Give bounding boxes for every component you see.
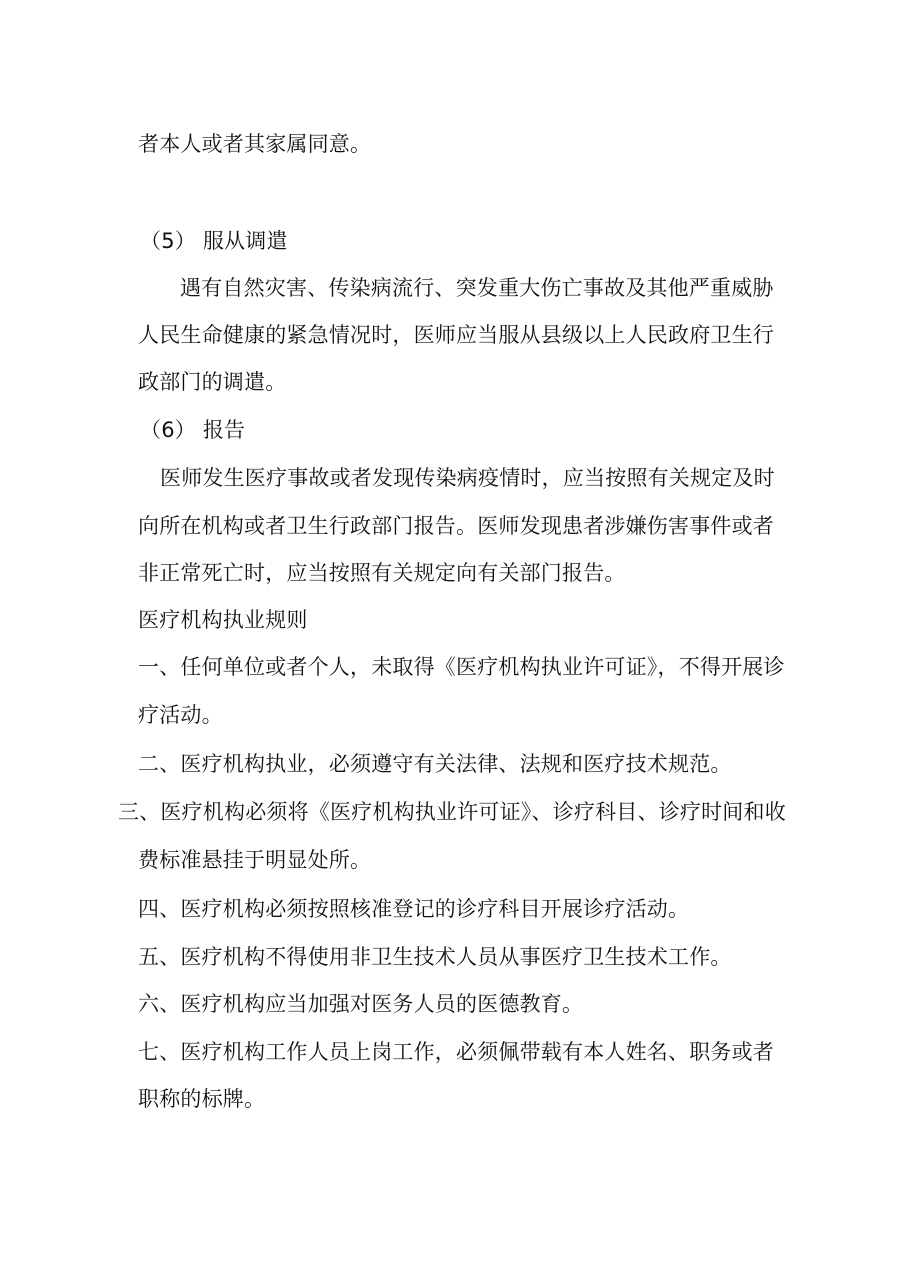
text-line-5: 政部门的调遣。	[138, 370, 287, 394]
subsection-heading-6: （6） 报告	[140, 418, 246, 442]
text-line-7: 医师发生医疗事故或者发现传染病疫情时，应当按照有关规定及时	[160, 466, 775, 490]
rule-item-2: 二、医疗机构执业，必须遵守有关法律、法规和医疗技术规范。	[138, 752, 732, 776]
rule-item-6: 六、医疗机构应当加强对医务人员的医德教育。	[138, 992, 584, 1016]
rule-item-1: 一、任何单位或者个人，未取得《医疗机构执业许可证》，不得开展诊	[138, 655, 785, 679]
text-line-9: 非正常死亡时，应当按照有关规定向有关部门报告。	[138, 561, 626, 585]
rule-item-4: 四、医疗机构必须按照核准登记的诊疗科目开展诊疗活动。	[138, 897, 690, 921]
text-line-1: 者本人或者其家属同意。	[138, 132, 372, 156]
rule-item-3: 三、医疗机构必须将《医疗机构执业许可证》、诊疗科目、诊疗时间和收	[118, 800, 786, 824]
rule-item-7: 七、医疗机构工作人员上岗工作，必须佩带载有本人姓名、职务或者	[138, 1040, 774, 1064]
text-line-4: 人民生命健康的紧急情况时，医师应当服从县级以上人民政府卫生行	[138, 323, 774, 347]
section-heading: 医疗机构执业规则	[138, 608, 308, 632]
rule-item-1-continued: 疗活动。	[138, 703, 223, 727]
rule-item-3-continued: 费标准悬挂于明显处所。	[138, 848, 372, 872]
rule-item-5: 五、医疗机构不得使用非卫生技术人员从事医疗卫生技术工作。	[138, 945, 732, 969]
subsection-heading-5: （5） 服从调遣	[140, 229, 288, 253]
text-line-3: 遇有自然灾害、传染病流行、突发重大伤亡事故及其他严重威胁	[180, 276, 774, 300]
text-line-8: 向所在机构或者卫生行政部门报告。医师发现患者涉嫌伤害事件或者	[138, 514, 774, 538]
rule-item-7-continued: 职称的标牌。	[138, 1087, 266, 1111]
